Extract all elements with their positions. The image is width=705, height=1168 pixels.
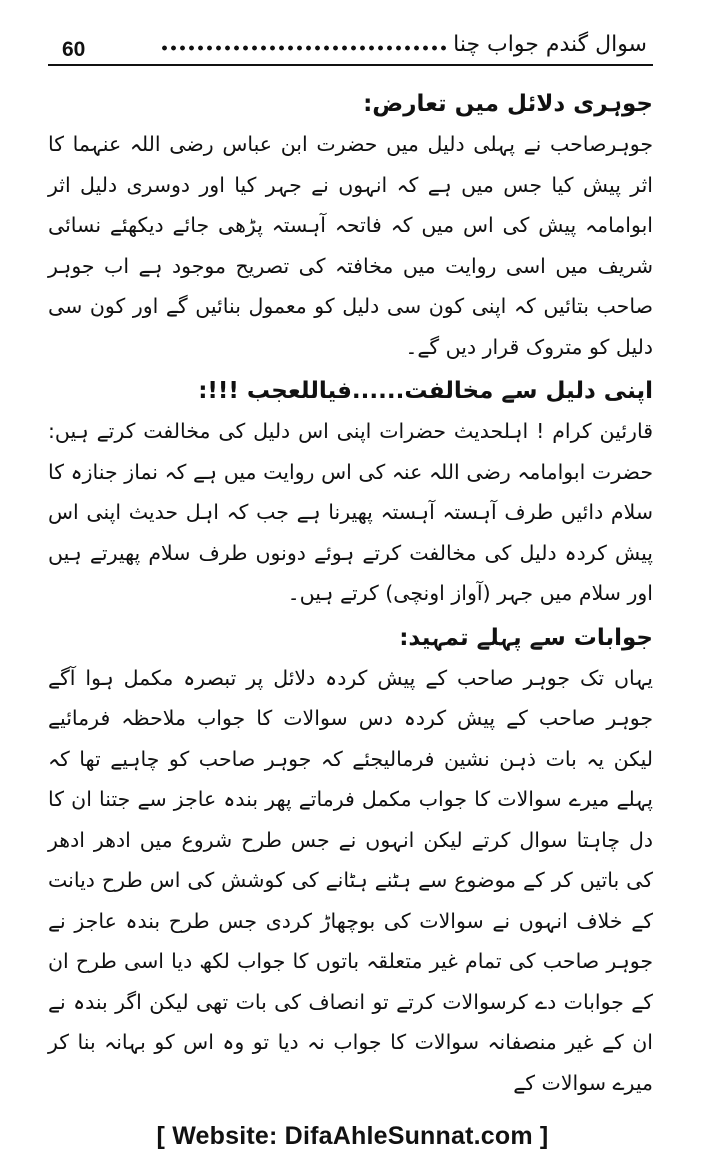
dotted-ornament — [160, 44, 450, 52]
section-heading: جوابات سے پہلے تمہید: — [399, 624, 653, 651]
section-paragraph: جوہرصاحب نے پہلی دلیل میں حضرت ابن عباس رضی اللہ عنہما کا اثر پیش کیا جس میں ہے کہ انہوں نے جہر کیا اور دوسری دلیل اثر ابوامامہ پیش کی اس میں کہ فاتحہ آہستہ پڑھی جائے دیکھئے نسائی شریف میں اسی روایت میں مخافتہ کی تصریح موجود ہے اب جوہر صاحب بتائیں کہ اپنی کون سی دلیل کو معمول بنائیں گے اور کون سی دلیل کو متروک قرار دیں گے۔ — [48, 132, 653, 359]
section-heading: جوہری دلائل میں تعارض: — [363, 91, 653, 117]
section-paragraph: یہاں تک جوہر صاحب کے پیش کردہ دلائل پر تبصرہ مکمل ہوا آگے جوہر صاحب کے پیش کردہ دس سوالات کا جواب ملاحظہ فرمائیے لیکن یہ بات ذہن نشین فرمالیجئے کہ جوہر صاحب کو چاہیے تھا کہ پہلے میرے سوالات کا جواب مکمل فرماتے پھر بندہ عاجز سے جتنا ان کا دل چاہتا سوال کرتے لیکن انہوں نے جس طرح شروع میں ادھر ادھر کی باتیں کر کے موضوع سے ہٹنے ہٹانے کی کوشش کی اس طرح دیانت کے خلاف انہوں نے سوالات کی بوچھاڑ کردی جس طرح بندہ عاجز نے جوہر صاحب کی تمام غیر متعلقہ باتوں کا جواب لکھ دیا اسی طرح ان کے جوابات دے کرسوالات کرتے تو انصاف کی بات تھی لیکن اگر بندہ نے ان کے غیر منصفانہ سوالات کا جواب نہ دیا تو وہ اس کو بہانہ بنا کر میرے سوالات کے — [48, 665, 653, 1095]
page-header — [48, 30, 653, 66]
book-title: سوال گندم جواب چنا — [453, 32, 647, 57]
section-paragraph: قارئین کرام ! اہلحدیث حضرات اپنی اس دلیل کی مخالفت کرتے ہیں: حضرت ابوامامہ رضی اللہ عنہ کی اس روایت میں ہے کہ نماز جنازہ کا سلام دائیں طرف آہستہ آہستہ پھیرنا ہے جب کہ اہل حدیث اپنی اس پیش کردہ دلیل کی مخالفت کرتے ہوئے دونوں طرف سلام پھیرتے ہیں اور سلام میں جہر (آواز اونچی) کرتے ہیں۔ — [48, 419, 653, 605]
page-content — [48, 84, 653, 1103]
website-footer: [ Website: DifaAhleSunnat.com ] — [156, 1122, 549, 1150]
page-number: 60 — [62, 38, 86, 61]
header-rule — [48, 64, 653, 66]
section-heading: اپنی دلیل سے مخالفت......فیاللعجب !!!: — [198, 378, 653, 404]
